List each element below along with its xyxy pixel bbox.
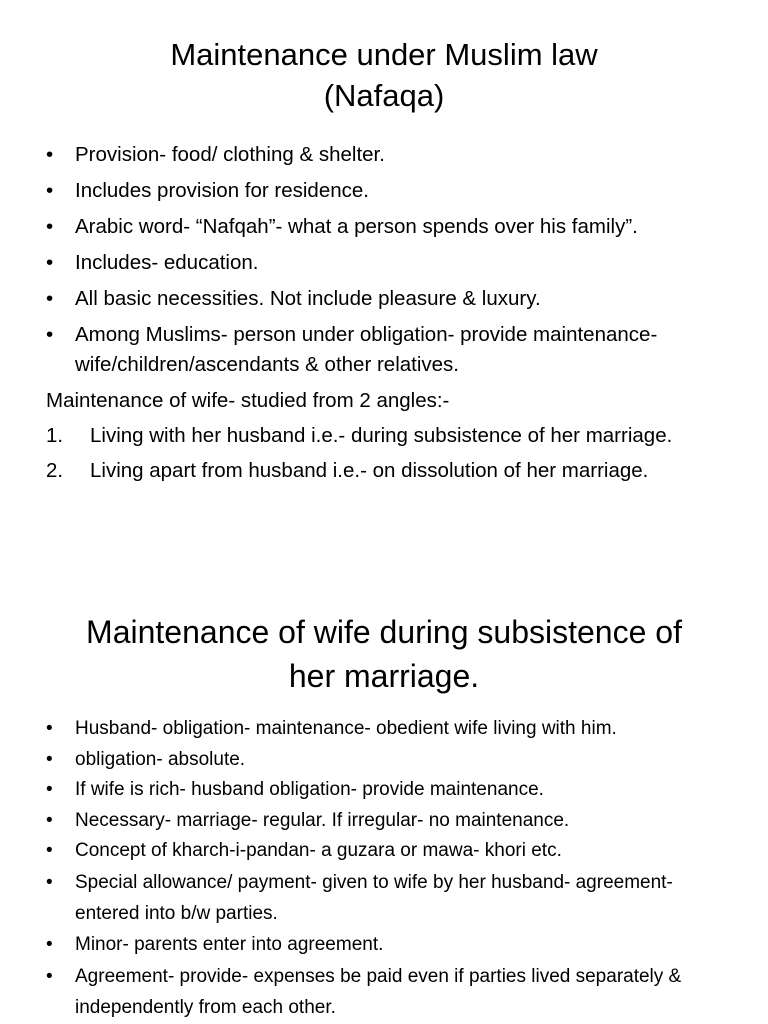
slide-1-title: [40, 34, 728, 116]
slide-1-title-line-2: (Nafaqa): [323, 78, 445, 113]
slide-2-title-line-1: Maintenance of wife during subsistence of: [86, 614, 682, 650]
bullet-icon: •: [46, 143, 54, 166]
bullet-text: Agreement- provide- expenses be paid even if parties lived separately & independently from each other.: [75, 965, 682, 1018]
bullet-icon: •: [46, 840, 53, 861]
bullet-text: Includes provision for residence.: [75, 179, 369, 202]
bullet-icon: •: [46, 871, 53, 893]
bullet-icon: •: [46, 287, 54, 310]
list-item: [46, 745, 728, 774]
slide-1-body: [46, 140, 728, 491]
list-item: [46, 176, 728, 206]
bullet-icon: •: [46, 718, 53, 739]
list-item: [46, 775, 728, 804]
bullet-text: Concept of kharch-i-pandan- a guzara or mawa- khori etc.: [75, 840, 562, 861]
bullet-text: Necessary- marriage- regular. If irregular- no maintenance.: [75, 809, 570, 831]
bullet-text: All basic necessities. Not include pleasure & luxury.: [75, 287, 541, 310]
list-item: [46, 456, 728, 486]
bullet-icon: •: [46, 179, 54, 202]
list-item: [46, 961, 728, 1023]
list-number: 1.: [46, 424, 64, 447]
list-item: [46, 421, 728, 451]
list-item: [46, 248, 728, 278]
bullet-text: Special allowance/ payment- given to wife by her husband- agreement- entered into b/w parties.: [75, 871, 673, 924]
slide-2-title: [30, 610, 738, 698]
bullet-text: Provision- food/ clothing & shelter.: [75, 143, 385, 166]
slide-1-title-line-1: Maintenance under Muslim law: [170, 37, 598, 72]
list-item-text: Living apart from husband i.e.- on dissolution of her marriage.: [90, 459, 649, 482]
list-item: [46, 836, 728, 865]
list-item: [46, 212, 728, 242]
bullet-text: Includes- education.: [75, 251, 259, 274]
slide-1-bullet-list: [46, 140, 728, 380]
list-item: [46, 867, 728, 929]
bullet-icon: •: [46, 934, 53, 955]
slide-2-body: [46, 714, 728, 1024]
slide-1-numbered-list: [46, 421, 728, 486]
bullet-text: If wife is rich- husband obligation- provide maintenance.: [75, 779, 544, 800]
bullet-text: Minor- parents enter into agreement.: [75, 934, 384, 955]
list-item: [46, 320, 728, 380]
bullet-text: Among Muslims- person under obligation- provide maintenance- wife/children/ascendants & other relatives.: [75, 323, 658, 376]
bullet-icon: •: [46, 779, 53, 800]
bullet-icon: •: [46, 251, 54, 274]
bullet-icon: •: [46, 809, 53, 831]
list-item: [46, 806, 728, 835]
list-item: [46, 714, 728, 743]
bullet-icon: •: [46, 748, 53, 770]
slide-2-bullet-list: [46, 714, 728, 1023]
slide-2: [0, 590, 768, 1024]
list-number: 2.: [46, 459, 64, 482]
bullet-text: obligation- absolute.: [75, 748, 246, 770]
list-item: [46, 140, 728, 170]
list-item-text: Living with her husband i.e.- during subsistence of her marriage.: [90, 424, 673, 447]
slide-2-title-line-2: her marriage.: [288, 658, 480, 694]
slide-1-subheading: Maintenance of wife- studied from 2 angles:-: [46, 389, 450, 412]
bullet-icon: •: [46, 323, 54, 346]
bullet-icon: •: [46, 215, 54, 238]
bullet-text: Arabic word- “Nafqah”- what a person spends over his family”.: [75, 215, 638, 238]
list-item: [46, 284, 728, 314]
bullet-text: Husband- obligation- maintenance- obedient wife living with him.: [75, 718, 617, 739]
bullet-icon: •: [46, 965, 53, 987]
list-item: [46, 930, 728, 959]
